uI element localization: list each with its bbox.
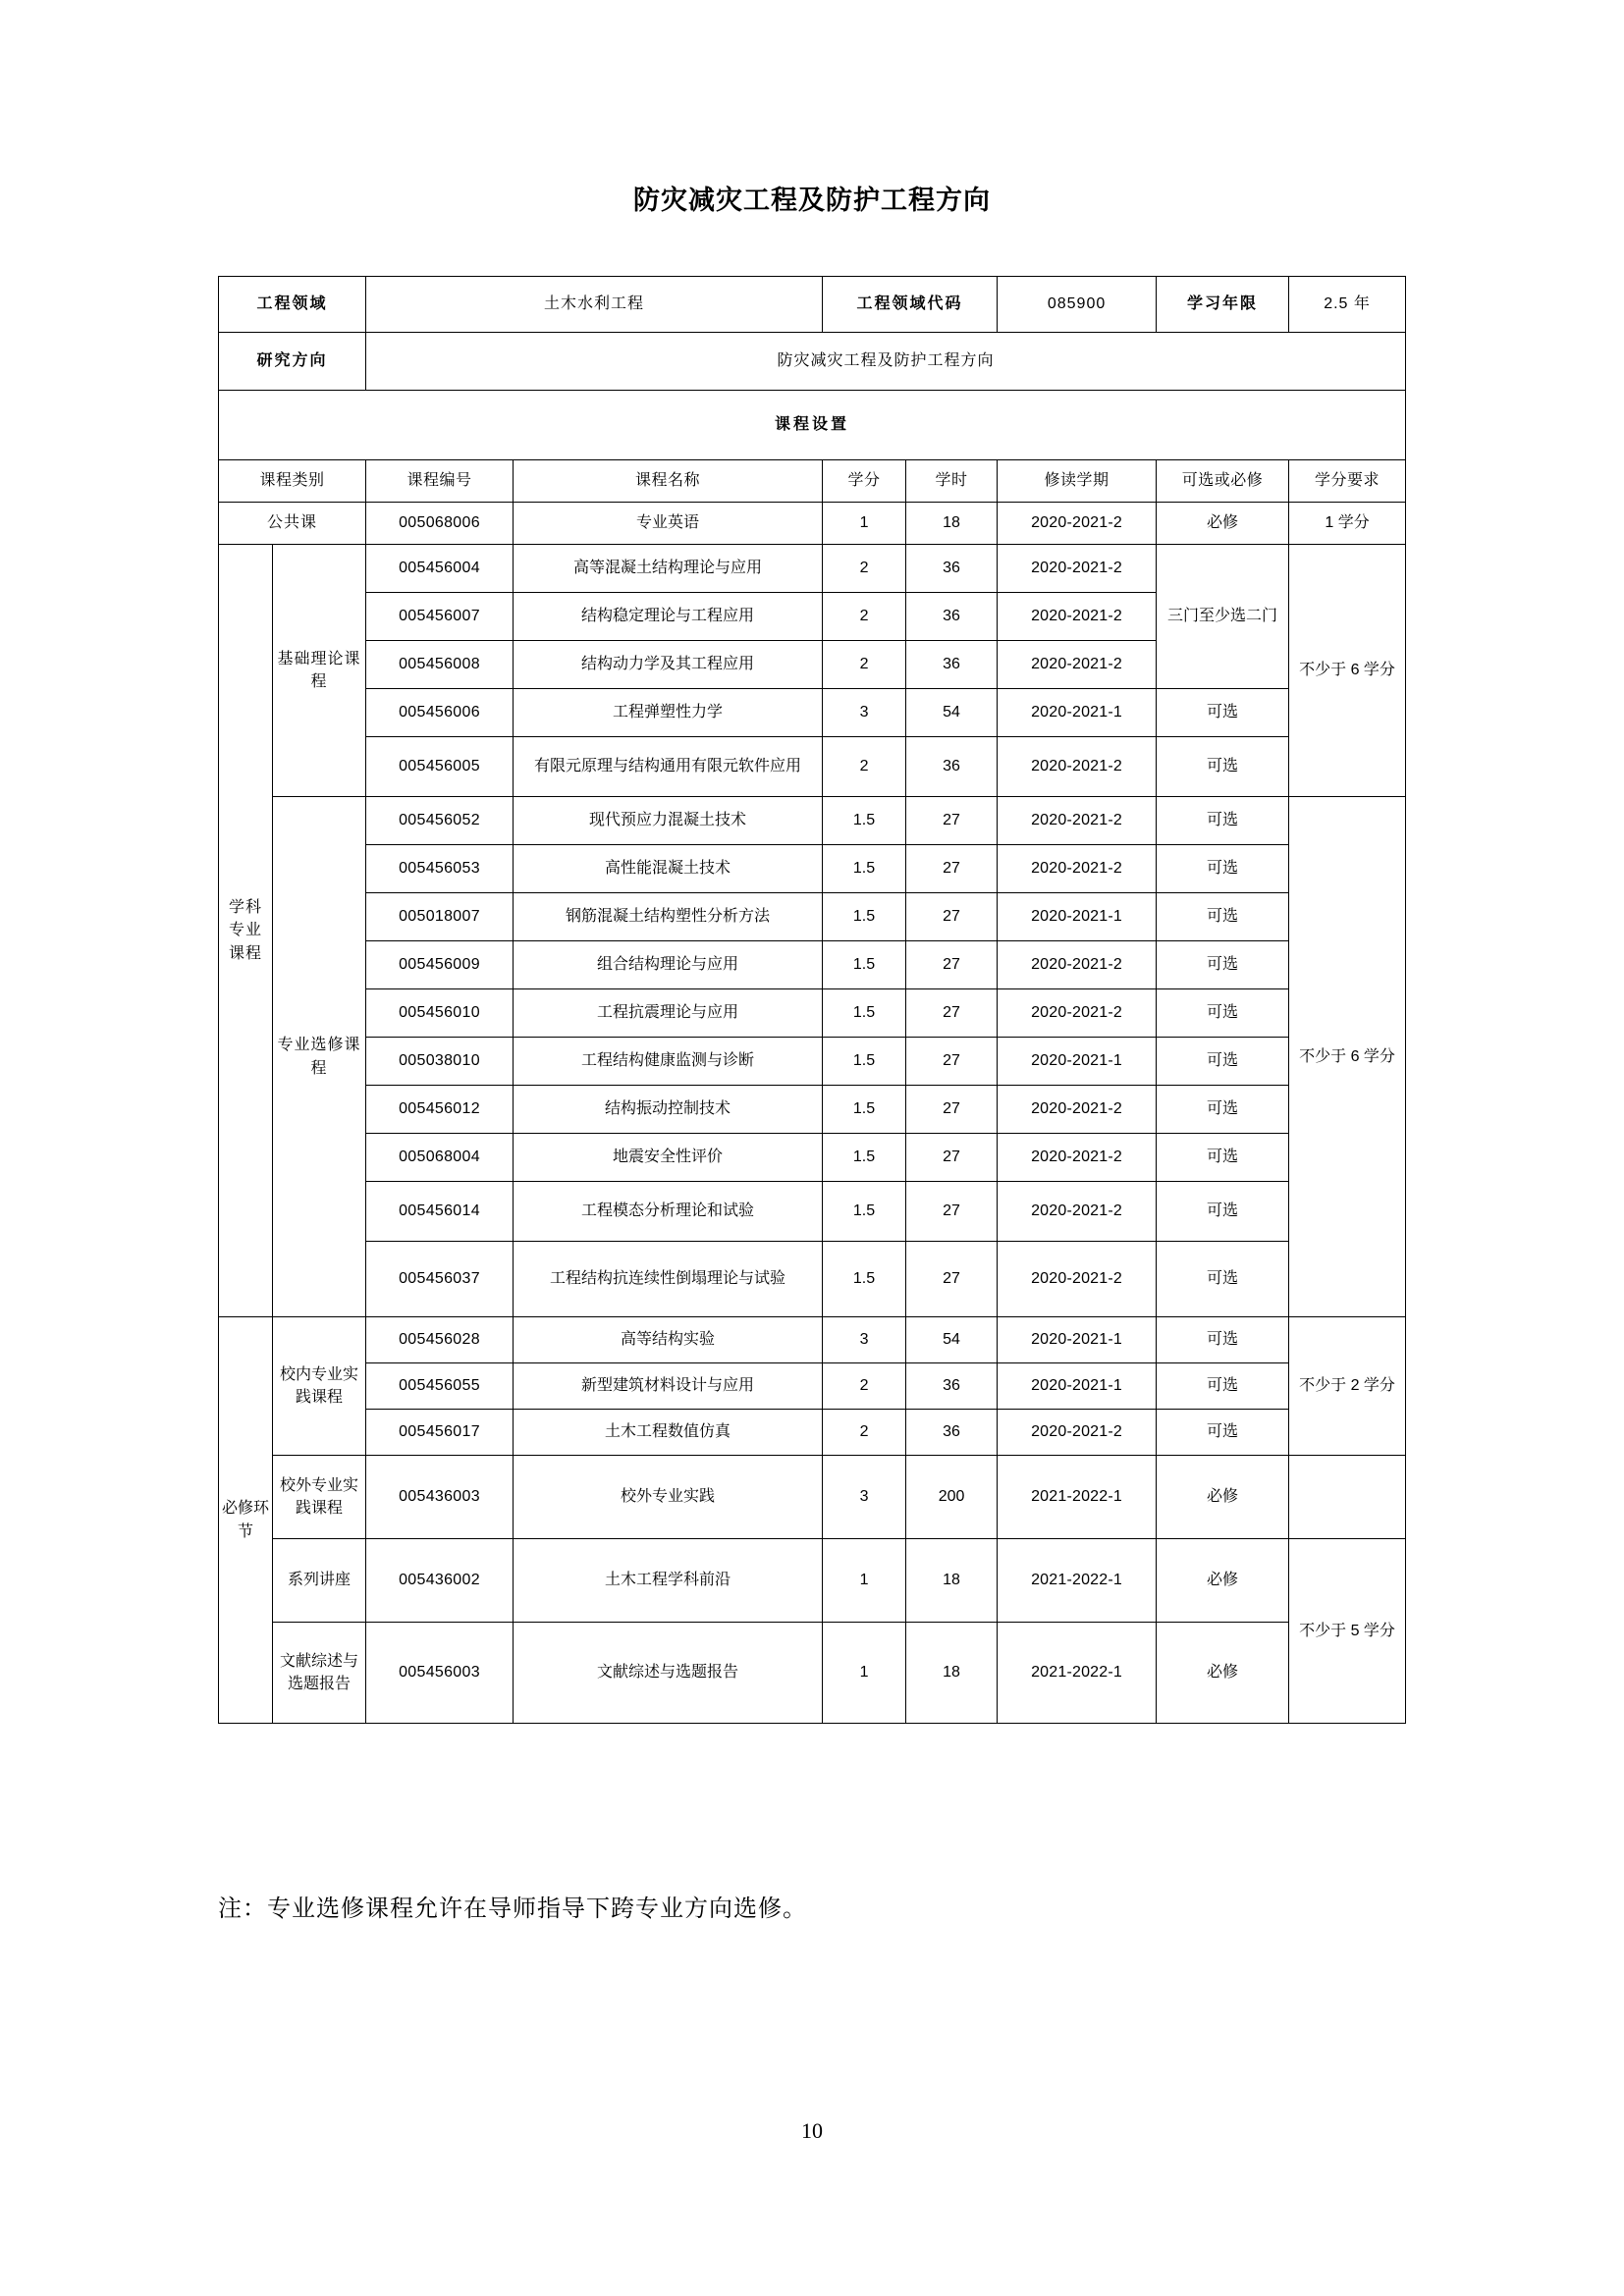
course-code: 005456003	[366, 1623, 514, 1724]
course-code: 005436003	[366, 1456, 514, 1539]
course-credit: 1.5	[823, 989, 906, 1038]
direction-label: 研究方向	[219, 333, 366, 391]
course-elective: 必修	[1157, 1623, 1289, 1724]
course-elective: 可选	[1157, 1086, 1289, 1134]
course-term: 2020-2021-2	[998, 737, 1157, 797]
course-hours: 18	[906, 503, 998, 545]
group-discipline: 学科专业课程	[219, 545, 273, 1317]
course-credit: 2	[823, 1363, 906, 1410]
course-name: 文献综述与选题报告	[514, 1623, 823, 1724]
page-title: 防灾减灾工程及防护工程方向	[633, 186, 991, 215]
course-code: 005456008	[366, 641, 514, 689]
course-hours: 18	[906, 1623, 998, 1724]
course-hours: 27	[906, 797, 998, 845]
course-credit: 1	[823, 1539, 906, 1623]
course-name: 新型建筑材料设计与应用	[514, 1363, 823, 1410]
curriculum-table	[218, 276, 1406, 1724]
col-code: 课程编号	[366, 460, 514, 503]
table-row	[219, 1182, 1406, 1242]
course-name: 校外专业实践	[514, 1456, 823, 1539]
course-credit: 1.5	[823, 941, 906, 989]
course-term: 2020-2021-2	[998, 989, 1157, 1038]
course-credit: 1.5	[823, 845, 906, 893]
table-row	[219, 1410, 1406, 1456]
course-hours: 27	[906, 1038, 998, 1086]
course-elective: 可选	[1157, 1317, 1289, 1363]
course-name: 高等结构实验	[514, 1317, 823, 1363]
table-row	[219, 1317, 1406, 1363]
table-row	[219, 1086, 1406, 1134]
col-credit: 学分	[823, 460, 906, 503]
course-name: 现代预应力混凝土技术	[514, 797, 823, 845]
course-term: 2020-2021-2	[998, 593, 1157, 641]
course-hours: 54	[906, 1317, 998, 1363]
course-term: 2020-2021-2	[998, 1134, 1157, 1182]
table-row	[219, 941, 1406, 989]
course-code: 005456007	[366, 593, 514, 641]
table-row	[219, 989, 1406, 1038]
col-elective: 可选或必修	[1157, 460, 1289, 503]
course-name: 工程结构抗连续性倒塌理论与试验	[514, 1242, 823, 1317]
course-credit: 2	[823, 641, 906, 689]
section-title: 课程设置	[219, 391, 1406, 460]
table-row	[219, 1242, 1406, 1317]
course-elective: 可选	[1157, 845, 1289, 893]
course-elective: 必修	[1157, 503, 1289, 545]
course-term: 2020-2021-1	[998, 1038, 1157, 1086]
course-term: 2020-2021-2	[998, 503, 1157, 545]
col-term: 修读学期	[998, 460, 1157, 503]
group-literature-review: 文献综述与选题报告	[273, 1623, 366, 1724]
course-code: 005456055	[366, 1363, 514, 1410]
course-code: 005436002	[366, 1539, 514, 1623]
group-public: 公共课	[219, 503, 366, 545]
course-elective: 可选	[1157, 941, 1289, 989]
col-requirement: 学分要求	[1289, 460, 1406, 503]
course-elective: 可选	[1157, 1134, 1289, 1182]
course-term: 2021-2022-1	[998, 1539, 1157, 1623]
course-name: 组合结构理论与应用	[514, 941, 823, 989]
course-code: 005456009	[366, 941, 514, 989]
group-oncampus-practice: 校内专业实践课程	[273, 1317, 366, 1456]
course-term: 2020-2021-2	[998, 641, 1157, 689]
group-major-elective: 专业选修课程	[273, 797, 366, 1317]
col-name: 课程名称	[514, 460, 823, 503]
table-row	[219, 845, 1406, 893]
course-credit: 3	[823, 1456, 906, 1539]
course-code: 005456006	[366, 689, 514, 737]
course-term: 2020-2021-2	[998, 1242, 1157, 1317]
course-term: 2020-2021-2	[998, 545, 1157, 593]
course-hours: 27	[906, 1086, 998, 1134]
course-code: 005456037	[366, 1242, 514, 1317]
col-hours: 学时	[906, 460, 998, 503]
course-elective: 可选	[1157, 1363, 1289, 1410]
course-credit: 1.5	[823, 1086, 906, 1134]
course-term: 2020-2021-2	[998, 1086, 1157, 1134]
table-row	[219, 1623, 1406, 1724]
course-hours: 36	[906, 737, 998, 797]
course-credit: 1.5	[823, 893, 906, 941]
table-row	[219, 1539, 1406, 1623]
group-basic-theory: 基础理论课程	[273, 545, 366, 797]
course-term: 2020-2021-1	[998, 1317, 1157, 1363]
course-term: 2020-2021-1	[998, 893, 1157, 941]
course-hours: 27	[906, 893, 998, 941]
course-code: 005018007	[366, 893, 514, 941]
course-code: 005456004	[366, 545, 514, 593]
course-credit: 1.5	[823, 1038, 906, 1086]
course-term: 2020-2021-2	[998, 1182, 1157, 1242]
table-row	[219, 737, 1406, 797]
course-name: 高等混凝土结构理论与应用	[514, 545, 823, 593]
course-hours: 27	[906, 1134, 998, 1182]
table-note: 注：专业选修课程允许在导师指导下跨专业方向选修。	[218, 1896, 807, 1922]
course-hours: 27	[906, 1242, 998, 1317]
course-hours: 36	[906, 641, 998, 689]
table-row	[219, 1363, 1406, 1410]
credit-requirement: 不少于 6 学分	[1289, 545, 1406, 797]
course-credit: 1.5	[823, 797, 906, 845]
course-hours: 36	[906, 1410, 998, 1456]
course-term: 2021-2022-1	[998, 1456, 1157, 1539]
section-title-row	[219, 391, 1406, 460]
group-compulsory-link: 必修环节	[219, 1317, 273, 1724]
table-row	[219, 797, 1406, 845]
course-elective: 可选	[1157, 737, 1289, 797]
course-code: 005456052	[366, 797, 514, 845]
course-credit: 1	[823, 503, 906, 545]
course-elective: 必修	[1157, 1456, 1289, 1539]
course-code: 005038010	[366, 1038, 514, 1086]
course-name: 工程抗震理论与应用	[514, 989, 823, 1038]
course-hours: 27	[906, 989, 998, 1038]
course-hours: 27	[906, 1182, 998, 1242]
course-credit: 1	[823, 1623, 906, 1724]
table-row	[219, 1456, 1406, 1539]
col-category: 课程类别	[219, 460, 366, 503]
course-code: 005068004	[366, 1134, 514, 1182]
course-code: 005456005	[366, 737, 514, 797]
course-code: 005068006	[366, 503, 514, 545]
course-hours: 200	[906, 1456, 998, 1539]
code-value: 085900	[998, 277, 1157, 333]
course-term: 2020-2021-2	[998, 1410, 1157, 1456]
field-value: 土木水利工程	[366, 277, 823, 333]
course-term: 2021-2022-1	[998, 1623, 1157, 1724]
course-credit: 2	[823, 593, 906, 641]
group-lecture-series: 系列讲座	[273, 1539, 366, 1623]
course-hours: 54	[906, 689, 998, 737]
course-elective: 可选	[1157, 797, 1289, 845]
course-code: 005456028	[366, 1317, 514, 1363]
course-code: 005456010	[366, 989, 514, 1038]
course-credit: 2	[823, 545, 906, 593]
course-hours: 36	[906, 545, 998, 593]
course-term: 2020-2021-2	[998, 941, 1157, 989]
course-hours: 27	[906, 845, 998, 893]
course-code: 005456053	[366, 845, 514, 893]
info-row-field	[219, 277, 1406, 333]
course-credit: 3	[823, 689, 906, 737]
course-credit: 2	[823, 1410, 906, 1456]
course-credit: 1.5	[823, 1134, 906, 1182]
table-row	[219, 503, 1406, 545]
course-name: 结构动力学及其工程应用	[514, 641, 823, 689]
course-elective: 可选	[1157, 1038, 1289, 1086]
info-row-direction	[219, 333, 1406, 391]
course-credit: 1.5	[823, 1182, 906, 1242]
course-credit: 3	[823, 1317, 906, 1363]
course-name: 土木工程学科前沿	[514, 1539, 823, 1623]
table-row	[219, 689, 1406, 737]
course-name: 土木工程数值仿真	[514, 1410, 823, 1456]
page-number: 10	[801, 2118, 823, 2143]
course-hours: 18	[906, 1539, 998, 1623]
elective-rule: 三门至少选二门	[1157, 545, 1289, 689]
course-name: 专业英语	[514, 503, 823, 545]
course-term: 2020-2021-2	[998, 797, 1157, 845]
course-elective: 可选	[1157, 1242, 1289, 1317]
years-value: 2.5 年	[1289, 277, 1406, 333]
table-row	[219, 545, 1406, 593]
credit-requirement: 不少于 2 学分	[1289, 1317, 1406, 1456]
course-elective: 可选	[1157, 893, 1289, 941]
course-hours: 36	[906, 593, 998, 641]
credit-requirement: 不少于 6 学分	[1289, 797, 1406, 1317]
course-name: 高性能混凝土技术	[514, 845, 823, 893]
course-code: 005456012	[366, 1086, 514, 1134]
course-hours: 27	[906, 941, 998, 989]
empty-cell	[1289, 1456, 1406, 1539]
course-name: 有限元原理与结构通用有限元软件应用	[514, 737, 823, 797]
course-credit: 1.5	[823, 1242, 906, 1317]
table-row	[219, 1038, 1406, 1086]
course-name: 钢筋混凝土结构塑性分析方法	[514, 893, 823, 941]
course-credit: 2	[823, 737, 906, 797]
course-name: 工程弹塑性力学	[514, 689, 823, 737]
course-elective: 可选	[1157, 689, 1289, 737]
course-name: 结构稳定理论与工程应用	[514, 593, 823, 641]
course-term: 2020-2021-1	[998, 689, 1157, 737]
group-offcampus-practice: 校外专业实践课程	[273, 1456, 366, 1539]
course-name: 工程结构健康监测与诊断	[514, 1038, 823, 1086]
course-name: 结构振动控制技术	[514, 1086, 823, 1134]
course-code: 005456017	[366, 1410, 514, 1456]
column-header-row	[219, 460, 1406, 503]
direction-value: 防灾减灾工程及防护工程方向	[366, 333, 1406, 391]
course-name: 地震安全性评价	[514, 1134, 823, 1182]
code-label: 工程领域代码	[823, 277, 998, 333]
course-hours: 36	[906, 1363, 998, 1410]
table-row	[219, 893, 1406, 941]
course-term: 2020-2021-1	[998, 1363, 1157, 1410]
table-row	[219, 1134, 1406, 1182]
course-elective: 可选	[1157, 989, 1289, 1038]
course-elective: 必修	[1157, 1539, 1289, 1623]
course-code: 005456014	[366, 1182, 514, 1242]
course-elective: 可选	[1157, 1410, 1289, 1456]
course-term: 2020-2021-2	[998, 845, 1157, 893]
credit-requirement: 1 学分	[1289, 503, 1406, 545]
course-name: 工程模态分析理论和试验	[514, 1182, 823, 1242]
credit-requirement: 不少于 5 学分	[1289, 1539, 1406, 1724]
years-label: 学习年限	[1157, 277, 1289, 333]
course-elective: 可选	[1157, 1182, 1289, 1242]
field-label: 工程领域	[219, 277, 366, 333]
